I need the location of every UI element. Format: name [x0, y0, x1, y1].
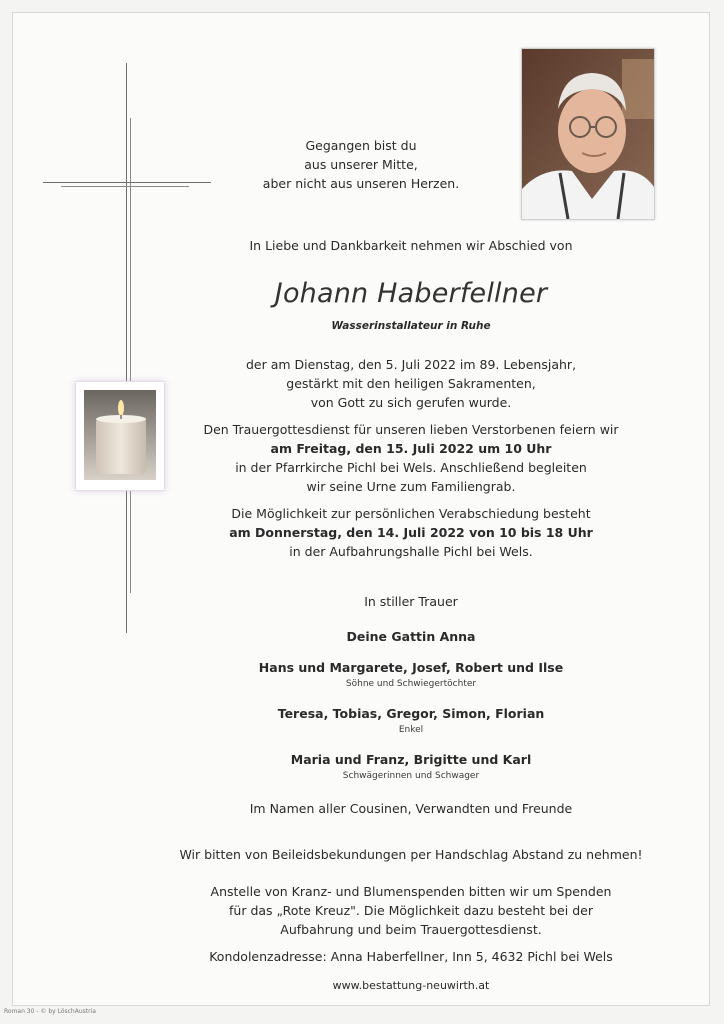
quote-line-1: Gegangen bist du — [305, 138, 417, 153]
portrait-photo — [521, 48, 655, 220]
death-line-3: von Gott zu sich gerufen wurde. — [310, 395, 512, 410]
death-line-2: gestärkt mit den heiligen Sakramenten, — [286, 376, 536, 391]
viewing-line-1: Die Möglichkeit zur persönlichen Verabschiedung besteht — [231, 506, 591, 521]
donation-line-2: für das „Rote Kreuz". Die Möglichkeit dazu besteht bei der — [229, 903, 593, 918]
family-names-2: Hans und Margarete, Josef, Robert und Ilse — [258, 660, 564, 675]
footer-note: Roman 30 - © by LöschAustria — [4, 1008, 96, 1015]
family-names-1: Deine Gattin Anna — [346, 629, 476, 644]
family-relation-4: Schwägerinnen und Schwager — [342, 771, 480, 781]
donation-line-1: Anstelle von Kranz- und Blumenspenden bitten wir um Spenden — [210, 884, 612, 899]
viewing-line-3: in der Aufbahrungshalle Pichl bei Wels. — [289, 544, 533, 559]
family-names-3: Teresa, Tobias, Gregor, Simon, Florian — [277, 706, 545, 721]
family-relation-3: Enkel — [398, 725, 424, 735]
deceased-name: Johann Haberfellner — [274, 278, 548, 309]
quote-line-3: aber nicht aus unseren Herzen. — [262, 176, 460, 191]
website-link[interactable]: www.bestattung-neuwirth.at — [332, 979, 490, 992]
others-line: Im Namen aller Cousinen, Verwandten und Freunde — [249, 801, 573, 816]
service-line-1: Den Trauergottesdienst für unseren lieben Verstorbenen feiern wir — [203, 422, 619, 437]
quote-line-2: aus unserer Mitte, — [304, 157, 418, 172]
service-line-3: in der Pfarrkirche Pichl bei Wels. Anschließend begleiten — [235, 460, 587, 475]
death-line-1: der am Dienstag, den 5. Juli 2022 im 89. Lebensjahr, — [245, 357, 577, 372]
parte-page — [12, 12, 710, 1006]
service-date: am Freitag, den 15. Juli 2022 um 10 Uhr — [270, 441, 552, 456]
viewing-date: am Donnerstag, den 14. Juli 2022 von 10 bis 18 Uhr — [229, 525, 593, 540]
condolence-address: Kondolenzadresse: Anna Haberfellner, Inn 5, 4632 Pichl bei Wels — [209, 949, 613, 964]
service-line-4: wir seine Urne zum Familiengrab. — [306, 479, 516, 494]
candle-image — [75, 381, 165, 491]
intro-text: In Liebe und Dankbarkeit nehmen wir Abschied von — [249, 238, 573, 253]
occupation: Wasserinstallateur in Ruhe — [331, 320, 491, 332]
donation-line-3: Aufbahrung und beim Trauergottesdienst. — [280, 922, 542, 937]
family-names-4: Maria und Franz, Brigitte und Karl — [290, 752, 532, 767]
mourning-heading: In stiller Trauer — [364, 594, 458, 609]
handshake-request: Wir bitten von Beileidsbekundungen per Handschlag Abstand zu nehmen! — [179, 847, 643, 862]
family-relation-2: Söhne und Schwiegertöchter — [345, 679, 477, 689]
